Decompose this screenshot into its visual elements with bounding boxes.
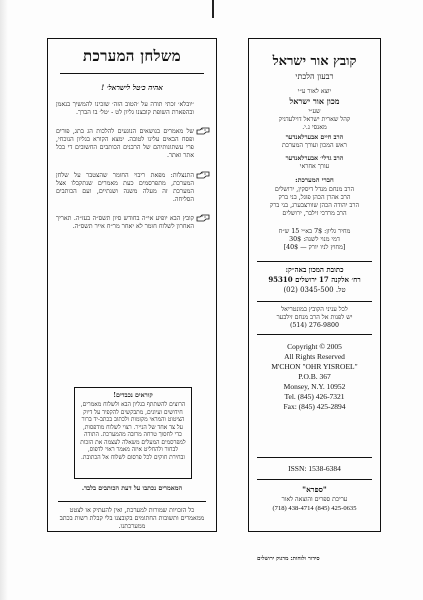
section-divider <box>257 334 372 335</box>
disclaimer-text: המאמרים נכתבו על דעת הכותבים בלבד. <box>81 485 183 492</box>
community-name: קהל שארית ישראל דוילעדניק <box>278 116 351 124</box>
section-divider <box>257 261 372 262</box>
editor-role: עורך אחראי <box>299 163 330 171</box>
phone-line <box>249 286 380 294</box>
rights-line: All Rights Reserved <box>284 352 345 361</box>
journal-title: קובץ אור ישראל <box>272 54 357 69</box>
price-line: [מחוץ לניו יורק — 40$] <box>283 244 346 252</box>
english-imprint <box>249 342 380 412</box>
board-member: הרב יהודה הכהן שוורצבערג, בני ברק <box>269 202 360 210</box>
editorial-paragraph <box>56 172 208 204</box>
typesetter-phones: (718) 438-4714 (845) 425-0635 <box>272 505 357 512</box>
editor-role: ראש המכון ועורך המערכת <box>282 142 347 150</box>
editorial-paragraph <box>56 101 208 117</box>
pointing-hand-icon <box>196 127 210 136</box>
board-member: הרב אהרן הכהן פוגל, בני ברק <box>278 194 351 202</box>
paragraph-text: ׳יובלא׳ זכתי תודה על ׳הטוב הזה׳ שזכינו להמשיך בנאמן ובהפארת השופת קובצנו גליון לט - ׳טל׳ בו הברך. <box>56 101 194 117</box>
subscriber-line: יש לפנות אל הרב מנחם זילבער <box>276 314 353 322</box>
community-block <box>249 108 380 132</box>
editorial-box <box>47 38 217 532</box>
pobox-line: P.O.B. 367 <box>298 372 331 381</box>
section-divider <box>257 301 372 302</box>
journal-subtitle: רבעון הלכתי <box>295 72 334 81</box>
masthead-box <box>248 38 381 532</box>
editor-name: הרב גדלי׳ אבערלאנדער <box>285 155 344 162</box>
community-label: שע״י <box>308 108 321 115</box>
subscriber-phone: (514) 276-9800 <box>289 322 340 330</box>
printer-credit: סידור ולוחות: מרגוק ירושלים <box>257 556 320 562</box>
board-label: חברי המערכת: <box>295 176 334 184</box>
board-member: הרב מרדכי זילבר, ירושלים <box>282 210 347 218</box>
section-divider <box>257 457 372 458</box>
notice-body: הרוצים להשתתף בגליון הבא ולשלוח מאמרים, חידושים ועיונים, מתבקשים להקפיד על דיוק הציטוט והמראי מקומות ולכתוב בכתב-יד ברור על צד אחד של הנייר. רצוי לשלוח מודפסות, כדי לחסוך טרחה מרובה מהמערכת. התודה למפרסמים המעלים משאלה לעצמה את הזכות לבחור ולהחליט איזה מאמר ראוי לדפוס, ובחירת חוקים לכל פרסום לשלוח אל הכתובת. <box>80 402 186 461</box>
section-divider <box>257 479 372 480</box>
paragraph-text: קובץ הבא יופיע אי״ה בחודש סיון תשס״ה בעז״ה. תאריך האחרון לשלוח חומר לא יאחר מר״ח אייר תשס״ה. <box>56 214 194 231</box>
tel-line: Tel. (845) 426-7321 <box>284 392 345 401</box>
subscriber-info <box>249 306 380 330</box>
editorial-paragraph <box>56 128 208 160</box>
copyright-notice: כל הזכויות שמורות למערכת, ואין להעתיק או לצטט ממאמרים ותשובות החתומים בקובצנו בלי קבלת רשות בכתב ממערכתנו. <box>59 507 205 531</box>
editor-block <box>249 134 380 150</box>
readers-notice-box <box>74 387 192 479</box>
editorial-paragraph <box>56 215 208 231</box>
editorial-greeting: אהיה כ׳טל לישראל׳ ! <box>101 83 163 92</box>
pointing-hand-icon <box>196 214 210 223</box>
price-line: מחיר גליון: 7$ בא״י 15 ש״ח <box>278 228 351 235</box>
editorial-title: משלחן המערכת <box>83 47 181 65</box>
notice-title: קוראים נכבדים! <box>113 392 153 399</box>
scan-shadow <box>0 0 8 600</box>
editor-name: הרב חיים אבערלאנדער <box>285 134 344 141</box>
board-member: הרב מנחם מנדל דיסקין, ירושלים <box>274 186 355 193</box>
paragraph-text: של מאמרים בנושאים הנוגעים להלכות הג בתג, פורים ופסח הבאים עלינו לטובה. ימצא הקורא בגליון הנוכחי, פרי עשתונותיהם של הרבנים הכותבים החשובים די בכל אתר ואתר. <box>56 128 194 160</box>
pointing-hand-icon <box>196 171 210 180</box>
city-line: Monsey, N.Y. 10952 <box>283 382 346 391</box>
published-by: יוצא לאור ע״י <box>297 88 332 95</box>
issn-line: ISSN: 1538-6384 <box>288 464 341 473</box>
title-divider <box>60 73 204 74</box>
address-line: רח׳ אלקנה 17 ירושלים 95310 <box>268 275 361 284</box>
fax-line: Fax: (845) 425-2894 <box>283 402 346 411</box>
community-location: מאנסי נ.י. <box>302 124 327 132</box>
publisher-line: M'CHON "OHR YISROEL" <box>271 362 358 371</box>
address-label: כתובת המכון באה״ק: <box>285 265 344 274</box>
price-line: דמי מנוי לשנה: 30$ <box>289 236 340 244</box>
footer-divider <box>58 501 206 502</box>
copyright-line: Copyright © 2005 <box>287 342 342 351</box>
board-list <box>249 186 380 218</box>
typesetter-name: "ספרא" <box>302 485 327 494</box>
price-list <box>249 228 380 252</box>
phone-number: טל. 0345-500 (02) <box>283 286 346 294</box>
subscriber-line: לכל עניני הקובץ במונטריאל <box>281 306 348 313</box>
institute-name: מכון אור ישראל <box>289 96 340 106</box>
editor-block <box>249 155 380 171</box>
typesetter-tagline: עריכת ספרים והוצאה לאור <box>281 496 348 503</box>
editorial-paragraphs <box>56 101 208 242</box>
paragraph-text: התנצלות: מפאת ריבוי החומר שהצטבר על שלחן המערכת, מתפרסמים כעת מאמרים שנתקבלו אצל המערכת זה מעלה משנה ושנתיים, ועם הכותבים הסליחה. <box>56 171 194 203</box>
scan-mark <box>212 0 214 18</box>
